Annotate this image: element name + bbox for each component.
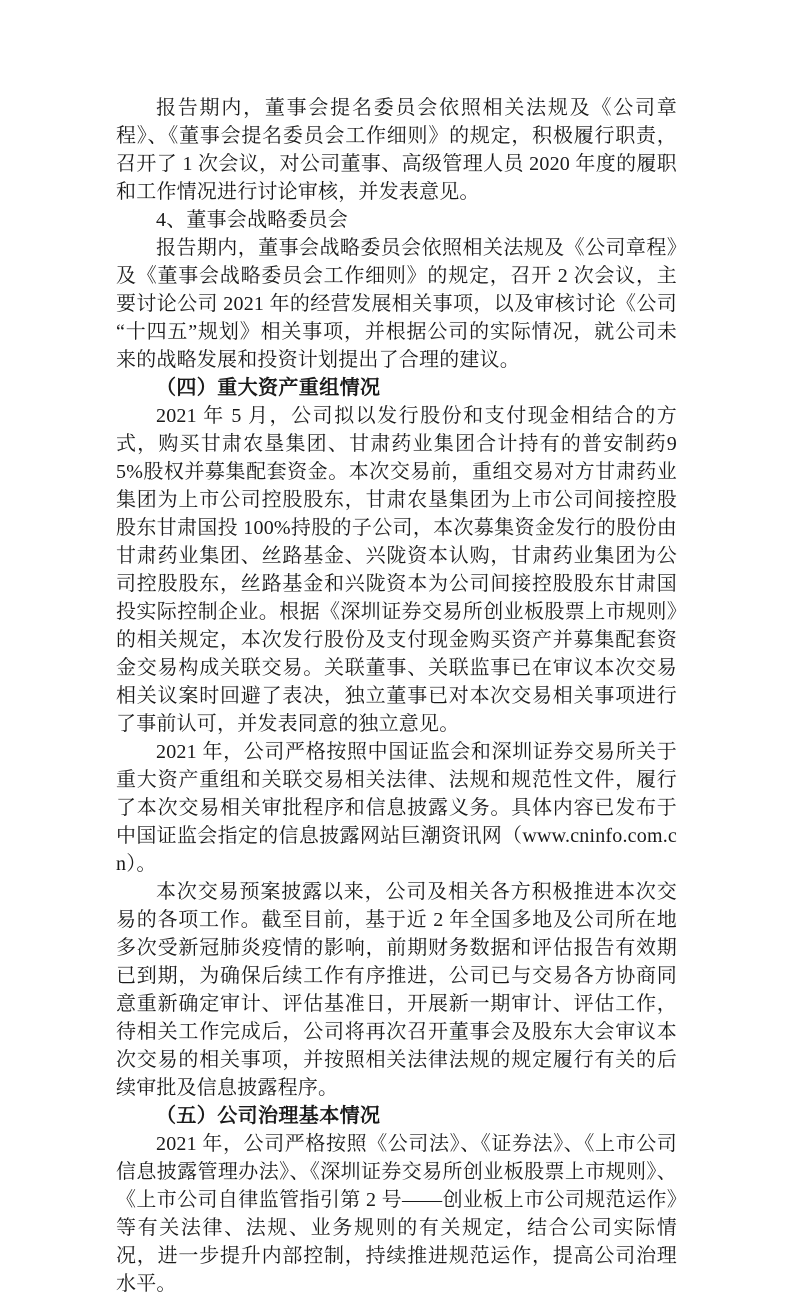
paragraph-restructuring-transaction: 2021 年 5 月，公司拟以发行股份和支付现金相结合的方式，购买甘肃农垦集团、甘肃药业集团合计持有的普安制药95%股权并募集配套资金。本次交易前，重组交易对方甘肃药业集团为上市公司控股股东，甘肃农垦集团为上市公司间接控股股东甘肃国投 100%持股的子公司，本次募集资金发行的股份由甘肃药业集团、丝路基金、兴陇资本认购，甘肃药业集团为公司控股股东，丝路基金和兴陇资本为公司间接控股股东甘肃国投实际控制企业。根据《深圳证券交易所创业板股票上市规则》的相关规定，本次发行股份及支付现金购买资产并募集配套资金交易构成关联交易。关联董事、关联监事已在审议本次交易相关议案时回避了表决，独立董事已对本次交易相关事项进行了事前认可，并发表同意的独立意见。	[116, 405, 677, 735]
paragraph-governance-compliance: 2021 年，公司严格按照《公司法》、《证券法》、《上市公司信息披露管理办法》、《深圳证券交易所创业板股票上市规则》、《上市公司自律监管指引第 2 号——创业板上市公司规范运作》等有关法律、法规、业务规则的有关规定，结合公司实际情况，进一步提升内部控制，持续推进规范运作，提高公司治理水平。	[116, 1133, 677, 1295]
section-heading-corporate-governance: （五）公司治理基本情况	[156, 1105, 381, 1127]
paragraph-transaction-progress: 本次交易预案披露以来，公司及相关各方积极推进本次交易的各项工作。截至目前，基于近 2 年全国多地及公司所在地多次受新冠肺炎疫情的影响，前期财务数据和评估报告有效期已到期，为确保后续工作有序推进，公司已与交易各方协商同意重新确定审计、评估基准日，开展新一期审计、评估工作，待相关工作完成后，公司将再次召开董事会及股东大会审议本次交易的相关事项，并按照相关法律法规的规定履行有关的后续审批及信息披露程序。	[116, 881, 677, 1099]
paragraph-disclosure-obligations: 2021 年，公司严格按照中国证监会和深圳证券交易所关于重大资产重组和关联交易相关法律、法规和规范性文件，履行了本次交易相关审批程序和信息披露义务。具体内容已发布于中国证监会指定的信息披露网站巨潮资讯网（www.cninfo.com.cn）。	[116, 741, 677, 875]
paragraph-strategy-committee: 报告期内，董事会战略委员会依照相关法规及《公司章程》及《董事会战略委员会工作细则》的规定，召开 2 次会议，主要讨论公司 2021 年的经营发展相关事项，以及审核讨论《公司“十四五”规划》相关事项，并根据公司的实际情况，就公司未来的战略发展和投资计划提出了合理的建议。	[116, 237, 677, 371]
list-item-strategy-committee-title: 4、董事会战略委员会	[156, 209, 348, 231]
section-heading-major-asset-restructuring: （四）重大资产重组情况	[156, 377, 381, 399]
paragraph-nomination-committee: 报告期内，董事会提名委员会依照相关法规及《公司章程》、《董事会提名委员会工作细则》的规定，积极履行职责，召开了 1 次会议，对公司董事、高级管理人员 2020 年度的履职和工作情况进行讨论审核，并发表意见。	[116, 97, 677, 203]
